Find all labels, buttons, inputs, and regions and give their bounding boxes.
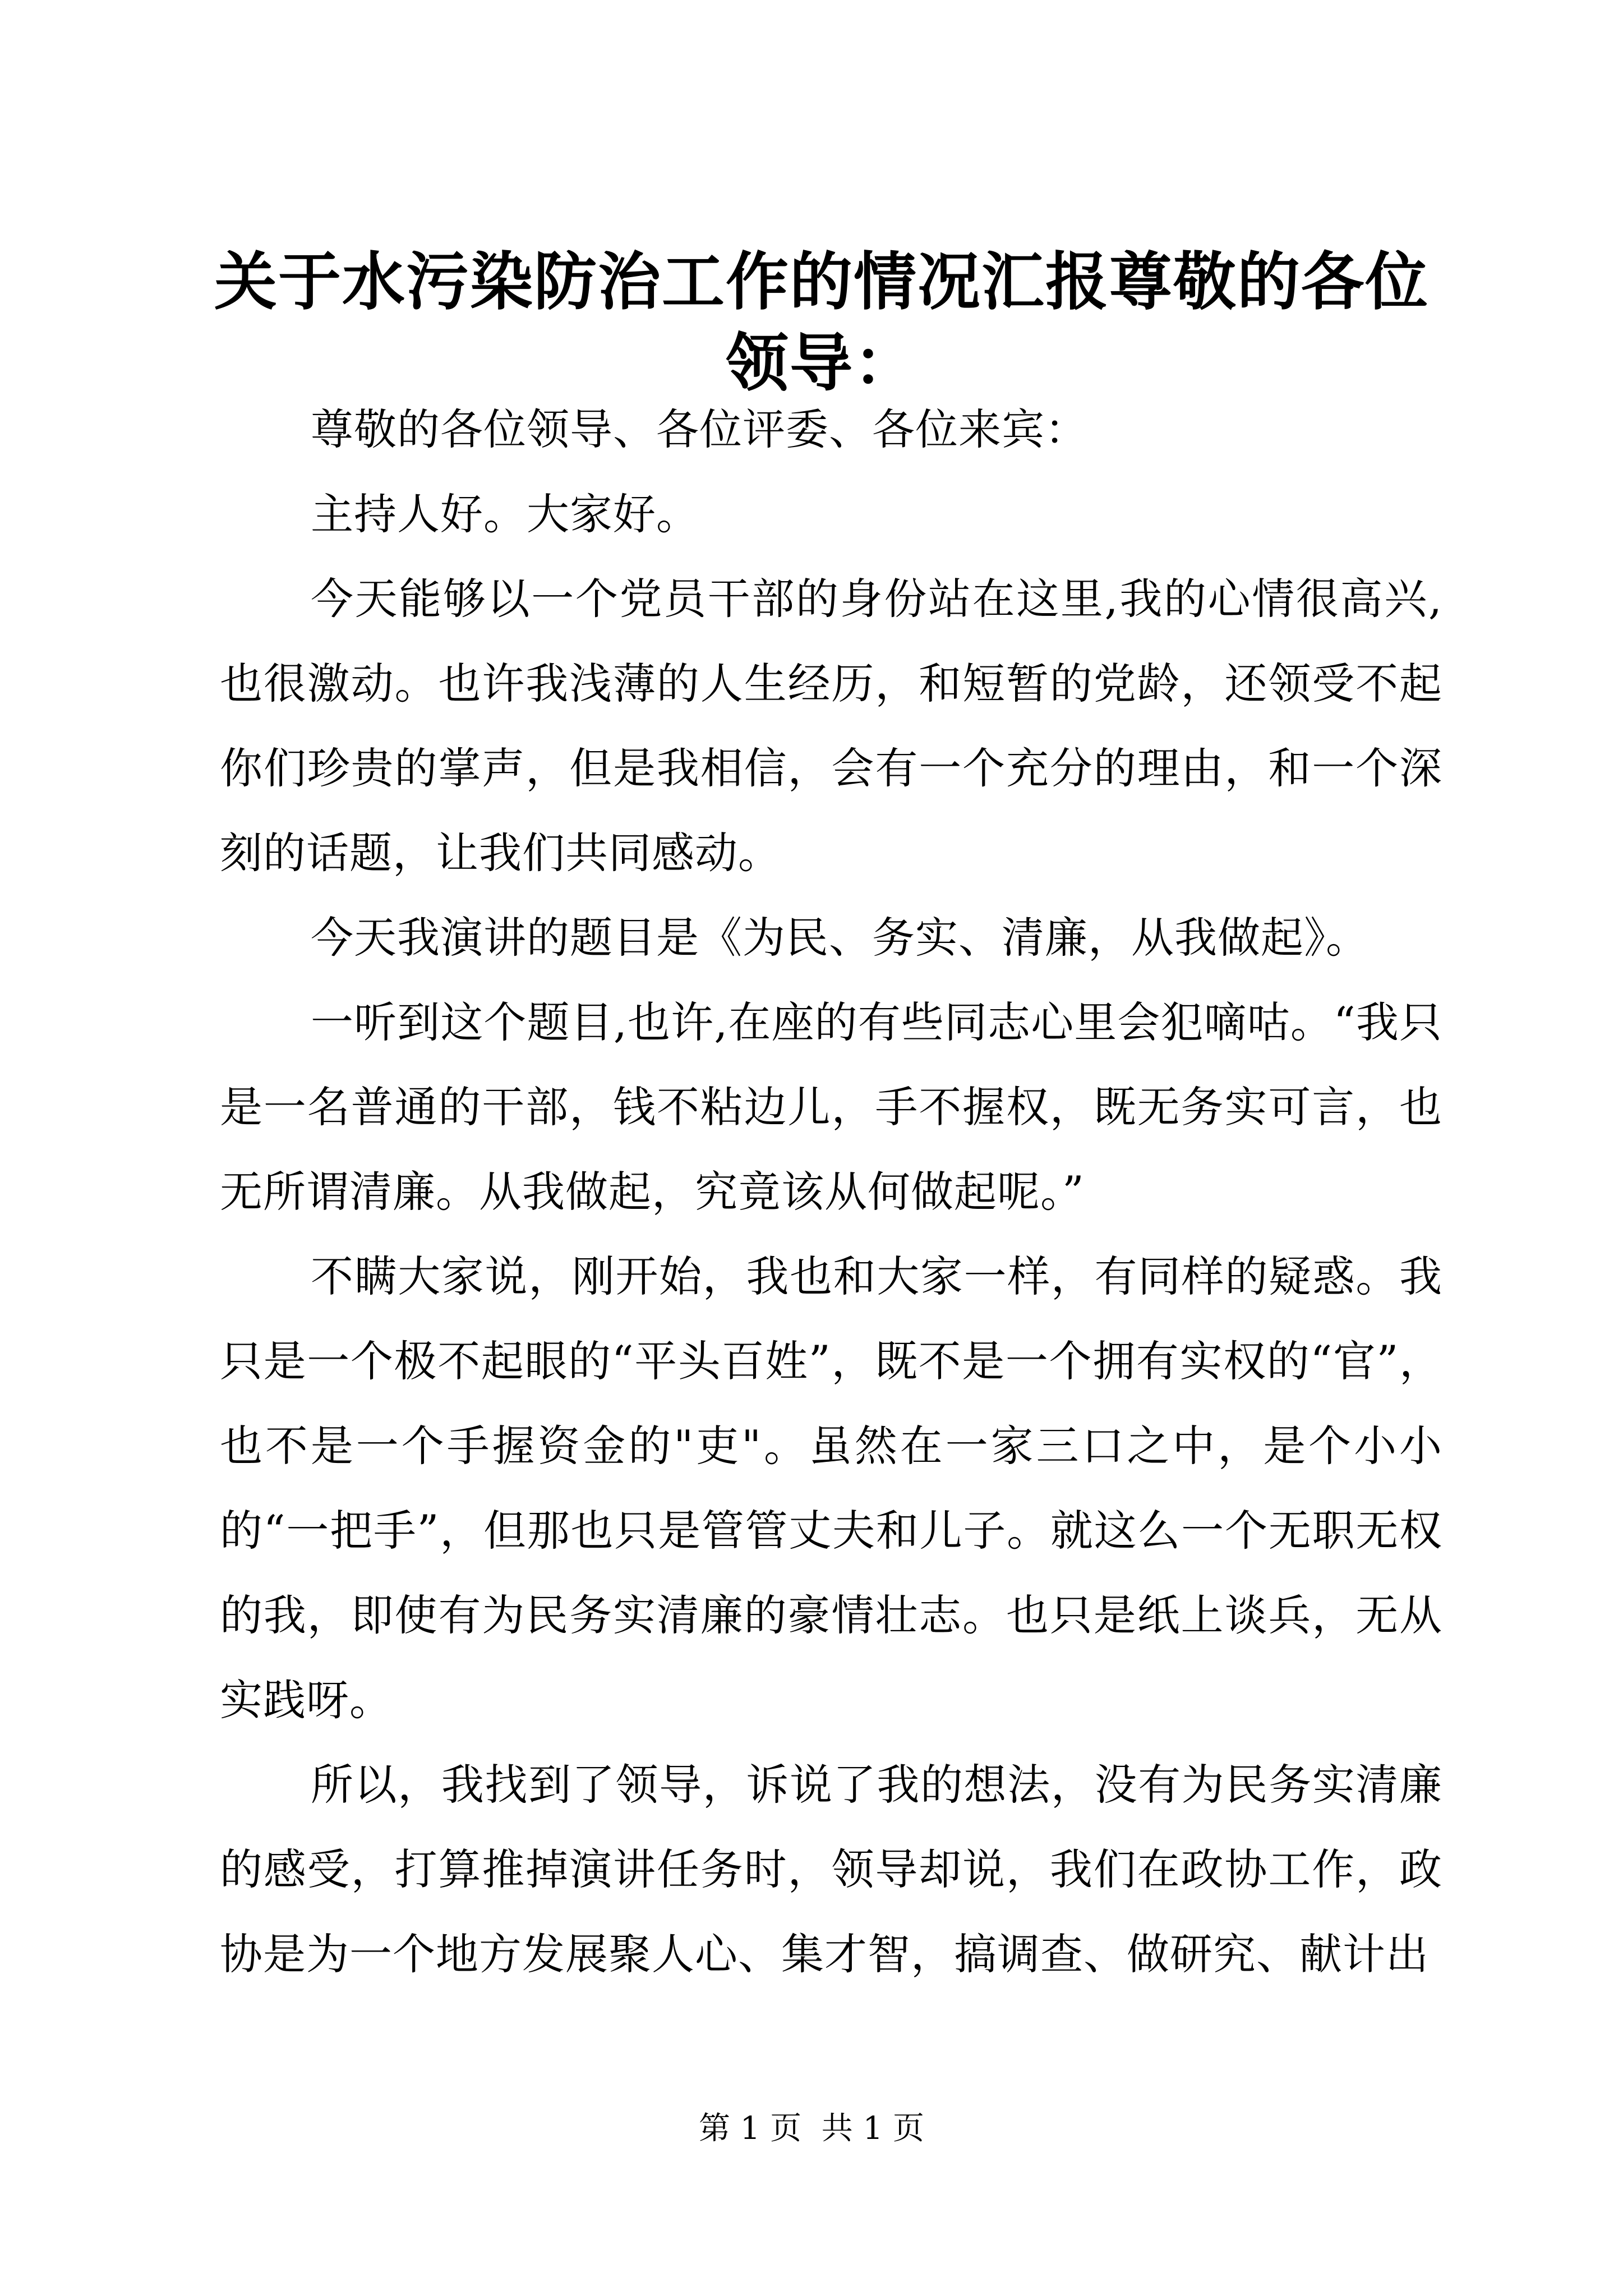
paragraph-leader: 所以，我找到了领导，诉说了我的想法，没有为民务实清廉的感受，打算推掉演讲任务时，领导却说，我们在政协工作，政协是为一个地方发展聚人心、集才智，搞调查、做研究、献计出 bbox=[220, 1760, 1442, 1979]
paragraph-topic: 今天我演讲的题目是《为民、务实、清廉，从我做起》。 bbox=[311, 913, 1369, 963]
page-number-label: 第 1 页 共 1 页 bbox=[698, 2110, 925, 2147]
paragraph-hello: 主持人好。大家好。 bbox=[311, 489, 699, 539]
page-footer bbox=[0, 2109, 1623, 2148]
document-body bbox=[220, 387, 1442, 1996]
paragraph-confession: 不瞒大家说，刚开始，我也和大家一样，有同样的疑惑。我只是一个极不起眼的“平头百姓”，既不是一个拥有实权的“官”，也不是一个手握资金的"吏"。虽然在一家三口之中，是个小小的“一把手”，但那也只是管管丈夫和儿子。就这么一个无职无权的我，即使有为民务实清廉的豪情壮志。也只是纸上谈兵，无从实践呀。 bbox=[220, 1251, 1442, 1725]
paragraph-greeting: 尊敬的各位领导、各位评委、各位来宾： bbox=[311, 404, 1088, 454]
paragraph-intro: 今天能够以一个党员干部的身份站在这里,我的心情很高兴,也很激动。也许我浅薄的人生经历，和短暂的党龄，还领受不起你们珍贵的掌声，但是我相信，会有一个充分的理由，和一个深刻的话题，让我们共同感动。 bbox=[220, 574, 1442, 878]
paragraph-doubt: 一听到这个题目,也许,在座的有些同志心里会犯嘀咕。“我只是一名普通的干部，钱不粘边儿，手不握权，既无务实可言，也无所谓清廉。从我做起，究竟该从何做起呢。” bbox=[220, 997, 1442, 1217]
document-title: 关于水污染防治工作的情况汇报尊敬的各位领导： bbox=[214, 245, 1429, 400]
